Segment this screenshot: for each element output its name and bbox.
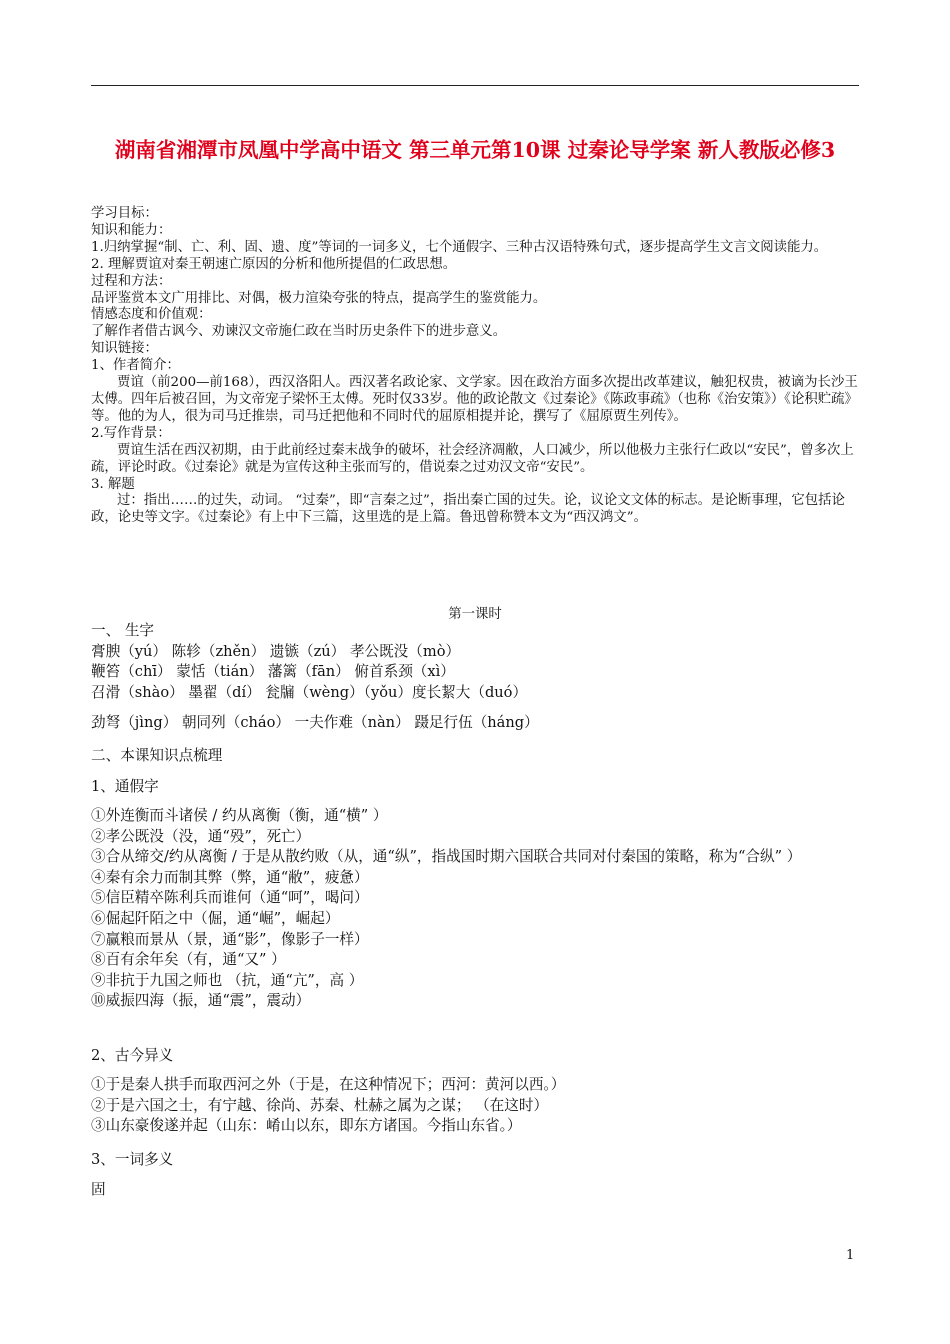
- polysemy-word: 固: [91, 1181, 106, 1198]
- tongjiazi-item-3: ③合从缔交/约从离衡 / 于是从散约败（从，通“纵”，指战国时期六国联合共同对付秦国的策略，称为“合纵” ）: [91, 848, 802, 866]
- header-rule: [91, 85, 859, 86]
- attitude-label: 情感态度和价值观：: [91, 307, 212, 323]
- tongjiazi-list: [91, 806, 859, 1012]
- gujin-item-3: ③山东豪俊遂并起（山东：崤山以东，即东方诸国。今指山东省。）: [91, 1117, 522, 1135]
- author-intro-heading: 1、作者简介：: [91, 358, 180, 374]
- tongjiazi-item-7: ⑦赢粮而景从（景，通“影”，像影子一样）: [91, 930, 369, 948]
- intro-section: [91, 206, 859, 527]
- page-number: 1: [846, 1248, 855, 1263]
- new-characters-heading: 一、 生字: [91, 622, 155, 639]
- gujin-heading: 2、古今异义: [91, 1047, 174, 1064]
- characters-row-1: 膏腴（yú） 陈轸（zhěn） 遗镞（zú） 孝公既没（mò）: [91, 642, 461, 660]
- goal-item-2: 2. 理解贾谊对秦王朝速亡原因的分析和他所提倡的仁政思想。: [91, 256, 457, 272]
- gujin-item-1: ①于是秦人拱手而取西河之外（于是，在这种情况下；西河：黄河以西。）: [91, 1076, 566, 1093]
- knowledge-ability-label: 知识和能力：: [91, 222, 172, 238]
- tongjiazi-item-1: ①外连衡而斗诸侯 / 约从离衡（衡，通“横” ）: [91, 807, 388, 824]
- tongjiazi-item-4: ④秦有余力而制其弊（弊，通“敝”，疲惫）: [91, 868, 369, 886]
- characters-row-4: 劲弩（jìng） 朝同列（cháo） 一夫作难（nàn） 蹑足行伍（háng）: [91, 714, 539, 731]
- gujin-list: [91, 1075, 859, 1137]
- tongjiazi-item-9: ⑨非抗于九国之师也 （抗，通“亢”，高 ）: [91, 971, 364, 989]
- characters-row-3: 召滑（shào） 墨翟（dí） 瓮牖（wèng）（yǒu）度长絜大（duó）: [91, 683, 528, 701]
- process-method-label: 过程和方法：: [91, 273, 172, 289]
- tongjiazi-item-10: ⑩威振四海（振，通“震”，震动）: [91, 992, 311, 1010]
- characters-row-2: 鞭笞（chī） 蒙恬（tián） 藩篱（fān） 俯首系颈（xì）: [91, 663, 455, 681]
- tongjiazi-item-6: ⑥倔起阡陌之中（倔，通“崛”，崛起）: [91, 909, 340, 927]
- lesson-heading: 第一课时: [448, 607, 502, 622]
- goal-item-1: 1.归纳掌握“制、亡、利、固、遗、度”等词的一词多义，七个通假字、三种古汉语特殊句式，逐步提高学生文言文阅读能力。: [91, 239, 828, 255]
- learning-goals-label: 学习目标：: [91, 206, 158, 221]
- title-explain-heading: 3. 解题: [91, 476, 135, 492]
- background-heading: 2.写作背景：: [91, 425, 171, 441]
- tongjiazi-item-2: ②孝公既没（没，通“殁”，死亡）: [91, 827, 311, 845]
- tongjiazi-heading: 1、通假字: [91, 778, 159, 795]
- attitude-text: 了解作者借古讽今、劝谏汉文帝施仁政在当时历史条件下的进步意义。: [91, 324, 507, 340]
- knowledge-link-label: 知识链接：: [91, 341, 158, 357]
- title-explain-text: 过：指出……的过失，动词。 “过秦”，即“言秦之过”，指出秦亡国的过失。论，议论文文体的标志。是论断事理，它包括论政，论史等文字。《过秦论》有上中下三篇，这里选的是上篇。鲁迅曾称赞本文为“西汉鸿文”。: [91, 493, 845, 526]
- new-characters-section: [91, 621, 859, 703]
- background-text: 贾谊生活在西汉初期，由于此前经过秦末战争的破坏，社会经济凋敝，人口减少，所以他极力主张行仁政以“安民”，曾多次上疏，评论时政。《过秦论》就是为宣传这种主张而写的，借说秦之过劝汉文帝“安民”。: [91, 442, 854, 475]
- tongjiazi-item-5: ⑤信臣精卒陈利兵而谁何（通“呵”，喝问）: [91, 889, 369, 907]
- gujin-item-2: ②于是六国之士，有宁越、徐尚、苏秦、杜赫之属为之谋； （在这时）: [91, 1096, 549, 1114]
- author-intro-text: 贾谊（前200—前168），西汉洛阳人。西汉著名政论家、文学家。因在政治方面多次提出改革建议，触犯权贵，被谪为长沙王太傅。四年后被召回，为文帝宠子梁怀王太傅。死时仅33岁。他的政论散文《过秦论》《陈政事疏》（也称《治安策》）《论积贮疏》等。他的为人，很为司马迁推崇，司马迁把他和不同时代的屈原相提并论，撰写了《屈原贾生列传》。: [91, 375, 858, 424]
- tongjiazi-item-8: ⑧百有余年矣（有，通“又” ）: [91, 951, 286, 969]
- knowledge-points-heading: 二、本课知识点梳理: [91, 747, 223, 764]
- polysemy-heading: 3、一词多义: [91, 1151, 174, 1168]
- process-method-text: 品评鉴赏本文广用排比、对偶，极力渲染夸张的特点，提高学生的鉴赏能力。: [91, 290, 547, 306]
- document-title: 湖南省湘潭市凤凰中学高中语文 第三单元第10课 过秦论导学案 新人教版必修3: [114, 138, 836, 162]
